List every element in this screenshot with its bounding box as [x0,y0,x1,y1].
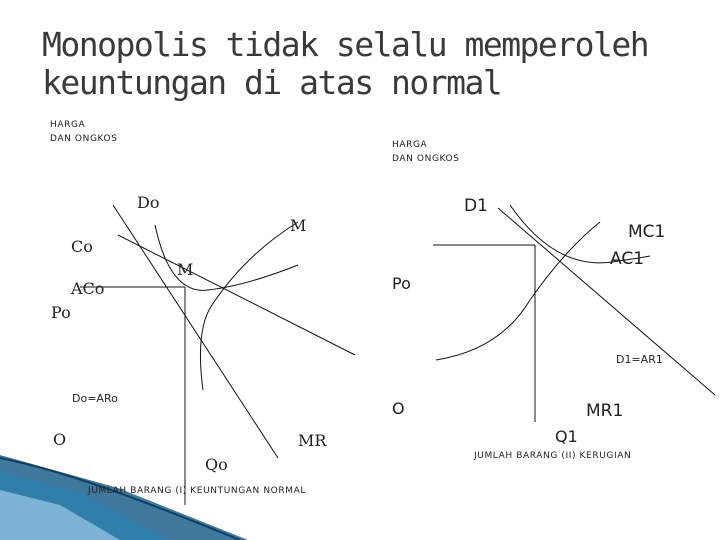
right-demand-label: D1 [464,196,488,216]
title-line-2: keuntungan di atas normal [42,63,502,102]
left-price-cost-label: Co [71,237,93,256]
right-mc-curve [436,222,600,360]
left-y-axis-label-1: HARGA [50,120,86,130]
left-mr-label: MR [298,431,327,450]
right-x-axis-label: JUMLAH BARANG (II) KERUGIAN [474,451,632,461]
left-mc-label: M [290,216,307,235]
right-mr-label: MR1 [586,401,624,421]
right-demand-curve [498,208,715,395]
right-y-axis-label-1: HARGA [392,140,428,150]
left-ac-curve-label: ACo [71,279,105,298]
left-demand-label: Do [137,193,160,212]
right-graph [392,140,715,461]
right-ac-label: AC1 [610,249,645,269]
left-mc-curve [200,222,298,390]
right-quantity-label: Q1 [555,427,578,446]
left-ac-curve [155,225,298,290]
title-line-1: Monopolis tidak selalu memperoleh [42,25,649,64]
left-y-axis-label-2: DAN ONGKOS [50,134,118,144]
left-ac-label: M [177,260,194,279]
right-price-label: Po [392,274,411,293]
right-origin-label: O [392,399,405,418]
right-mc-label: MC1 [628,222,666,242]
left-demand-curve [113,205,278,458]
left-demand-ar-label: Do=ARo [72,392,118,405]
right-demand-ar-label: D1=AR1 [616,353,663,366]
left-origin-label: O [53,430,67,449]
right-y-axis-label-2: DAN ONGKOS [392,154,460,164]
left-x-axis-label: JUMLAH BARANG (I) KEUNTUNGAN NORMAL [88,486,306,496]
left-price-label: Po [51,303,71,322]
left-graph [50,120,355,505]
left-quantity-label: Qo [205,455,228,474]
left-mr-curve [118,235,355,355]
